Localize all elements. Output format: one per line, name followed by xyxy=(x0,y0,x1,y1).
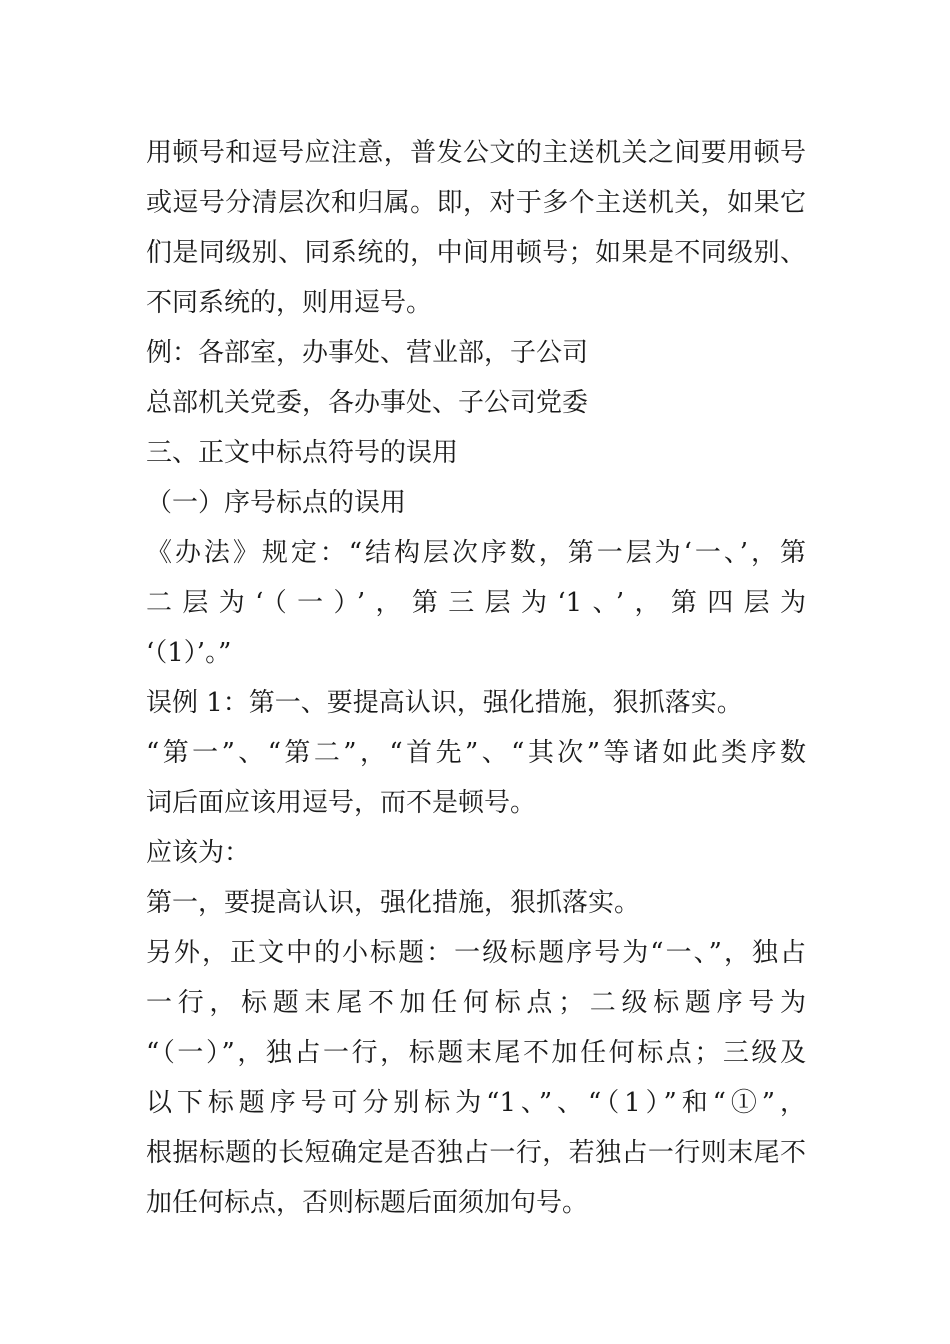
paragraph-regulation-quote xyxy=(146,528,806,678)
text-line: 以下标题序号可分别标为“1、”、“（1）”和“①”， xyxy=(146,1088,806,1118)
text-line: 《办法》规定：“结构层次序数，第一层为‘一、’，第 xyxy=(146,538,806,568)
paragraph-comma-usage xyxy=(146,128,806,328)
text-line: 用顿号和逗号应注意，普发公文的主送机关之间要用顿号 xyxy=(146,138,806,168)
text-line: “第一”、“第二”，“首先”、“其次”等诸如此类序数 xyxy=(146,738,806,768)
correction-label: 应该为： xyxy=(146,838,251,868)
section-heading: 三、正文中标点符号的误用 xyxy=(146,438,459,468)
corrected-example: 第一，要提高认识，强化措施，狠抓落实。 xyxy=(146,888,641,918)
text-line: 二层为‘（一）’，第三层为‘1、’，第四层为 xyxy=(146,588,806,618)
text-line: ‘（1）’。” xyxy=(146,638,232,668)
text-line: 加任何标点，否则标题后面须加句号。 xyxy=(146,1188,589,1218)
example-line-2: 总部机关党委，各办事处、子公司党委 xyxy=(146,388,589,418)
text-line: 不同系统的，则用逗号。 xyxy=(146,288,433,318)
example-line-1: 例：各部室，办事处、营业部，子公司 xyxy=(146,338,589,368)
text-line: 根据标题的长短确定是否独占一行，若独占一行则末尾不 xyxy=(146,1138,806,1168)
text-line: 另外，正文中的小标题：一级标题序号为“一、”，独占 xyxy=(146,938,806,968)
wrong-example: 误例 1：第一、要提高认识，强化措施，狠抓落实。 xyxy=(146,688,743,718)
paragraph-explanation xyxy=(146,728,806,828)
text-line: 词后面应该用逗号，而不是顿号。 xyxy=(146,788,537,818)
subsection-heading: （一）序号标点的误用 xyxy=(146,488,407,518)
text-line: 一行，标题末尾不加任何标点；二级标题序号为 xyxy=(146,988,806,1018)
paragraph-subtitle-rules xyxy=(146,928,806,1228)
text-line: 或逗号分清层次和归属。即，对于多个主送机关，如果它 xyxy=(146,188,806,218)
text-line: 们是同级别、同系统的，中间用顿号；如果是不同级别、 xyxy=(146,238,806,268)
text-line: “（一）”，独占一行，标题末尾不加任何标点；三级及 xyxy=(146,1038,806,1068)
document-body xyxy=(146,128,806,1228)
